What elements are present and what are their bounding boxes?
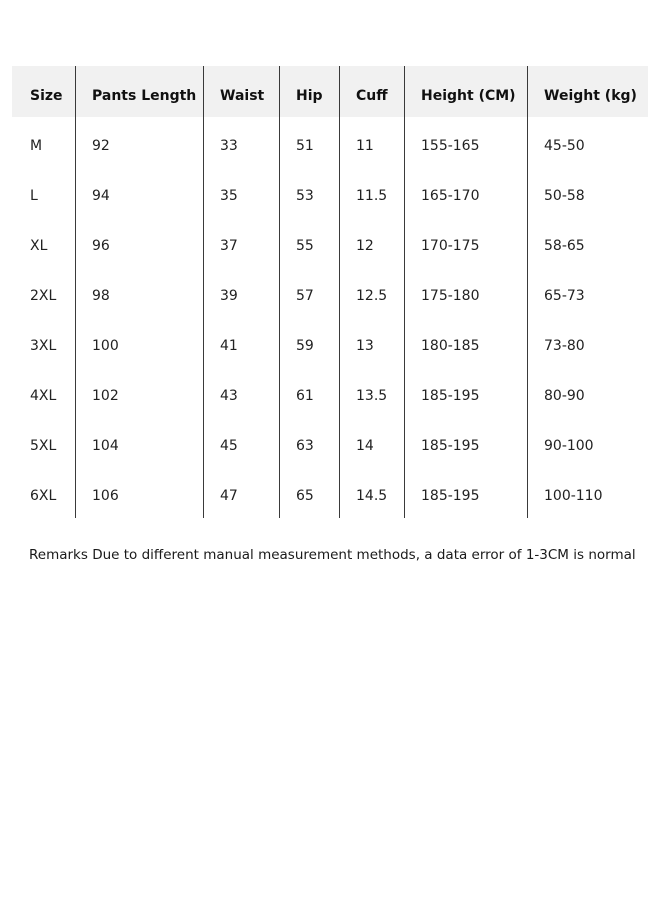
cell-pants-length: 106 xyxy=(92,488,119,504)
cell-size: L xyxy=(30,188,38,204)
cell-height: 185-195 xyxy=(421,488,480,504)
cell-cuff: 13 xyxy=(356,338,374,354)
cell-size: 6XL xyxy=(30,488,57,504)
cell-height: 170-175 xyxy=(421,238,480,254)
cell-weight: 100-110 xyxy=(544,488,603,504)
cell-waist: 35 xyxy=(220,188,238,204)
cell-cuff: 11 xyxy=(356,138,374,154)
cell-waist: 33 xyxy=(220,138,238,154)
size-chart-table xyxy=(12,66,648,518)
cell-weight: 80-90 xyxy=(544,388,585,404)
cell-height: 175-180 xyxy=(421,288,480,304)
cell-size: 5XL xyxy=(30,438,57,454)
cell-hip: 61 xyxy=(296,388,314,404)
column-divider xyxy=(527,66,528,518)
cell-hip: 51 xyxy=(296,138,314,154)
cell-weight: 65-73 xyxy=(544,288,585,304)
cell-height: 165-170 xyxy=(421,188,480,204)
cell-pants-length: 100 xyxy=(92,338,119,354)
cell-cuff: 11.5 xyxy=(356,188,388,204)
cell-weight: 73-80 xyxy=(544,338,585,354)
cell-waist: 45 xyxy=(220,438,238,454)
cell-weight: 58-65 xyxy=(544,238,585,254)
cell-size: 4XL xyxy=(30,388,57,404)
header-pants-length: Pants Length xyxy=(92,88,197,104)
header-hip: Hip xyxy=(296,88,323,104)
cell-hip: 59 xyxy=(296,338,314,354)
cell-waist: 37 xyxy=(220,238,238,254)
cell-pants-length: 102 xyxy=(92,388,119,404)
cell-weight: 50-58 xyxy=(544,188,585,204)
cell-waist: 47 xyxy=(220,488,238,504)
cell-weight: 45-50 xyxy=(544,138,585,154)
cell-waist: 39 xyxy=(220,288,238,304)
cell-hip: 65 xyxy=(296,488,314,504)
cell-cuff: 14 xyxy=(356,438,374,454)
cell-cuff: 14.5 xyxy=(356,488,388,504)
cell-size: 3XL xyxy=(30,338,57,354)
cell-weight: 90-100 xyxy=(544,438,594,454)
cell-waist: 43 xyxy=(220,388,238,404)
column-divider xyxy=(339,66,340,518)
header-waist: Waist xyxy=(220,88,265,104)
header-size: Size xyxy=(30,88,63,104)
cell-size: M xyxy=(30,138,43,154)
cell-pants-length: 94 xyxy=(92,188,110,204)
header-weight: Weight (kg) xyxy=(544,88,637,104)
cell-waist: 41 xyxy=(220,338,238,354)
cell-pants-length: 92 xyxy=(92,138,110,154)
cell-hip: 53 xyxy=(296,188,314,204)
cell-hip: 63 xyxy=(296,438,314,454)
cell-hip: 55 xyxy=(296,238,314,254)
cell-cuff: 13.5 xyxy=(356,388,388,404)
cell-height: 155-165 xyxy=(421,138,480,154)
cell-height: 185-195 xyxy=(421,388,480,404)
cell-size: XL xyxy=(30,238,48,254)
cell-size: 2XL xyxy=(30,288,57,304)
cell-cuff: 12.5 xyxy=(356,288,388,304)
column-divider xyxy=(404,66,405,518)
header-height: Height (CM) xyxy=(421,88,516,104)
column-divider xyxy=(203,66,204,518)
cell-pants-length: 96 xyxy=(92,238,110,254)
header-cuff: Cuff xyxy=(356,88,388,104)
cell-pants-length: 104 xyxy=(92,438,119,454)
cell-cuff: 12 xyxy=(356,238,374,254)
cell-hip: 57 xyxy=(296,288,314,304)
cell-height: 180-185 xyxy=(421,338,480,354)
column-divider xyxy=(279,66,280,518)
column-divider xyxy=(75,66,76,518)
remarks-note: Remarks Due to different manual measurement methods, a data error of 1-3CM is normal xyxy=(29,547,636,563)
cell-pants-length: 98 xyxy=(92,288,110,304)
cell-height: 185-195 xyxy=(421,438,480,454)
